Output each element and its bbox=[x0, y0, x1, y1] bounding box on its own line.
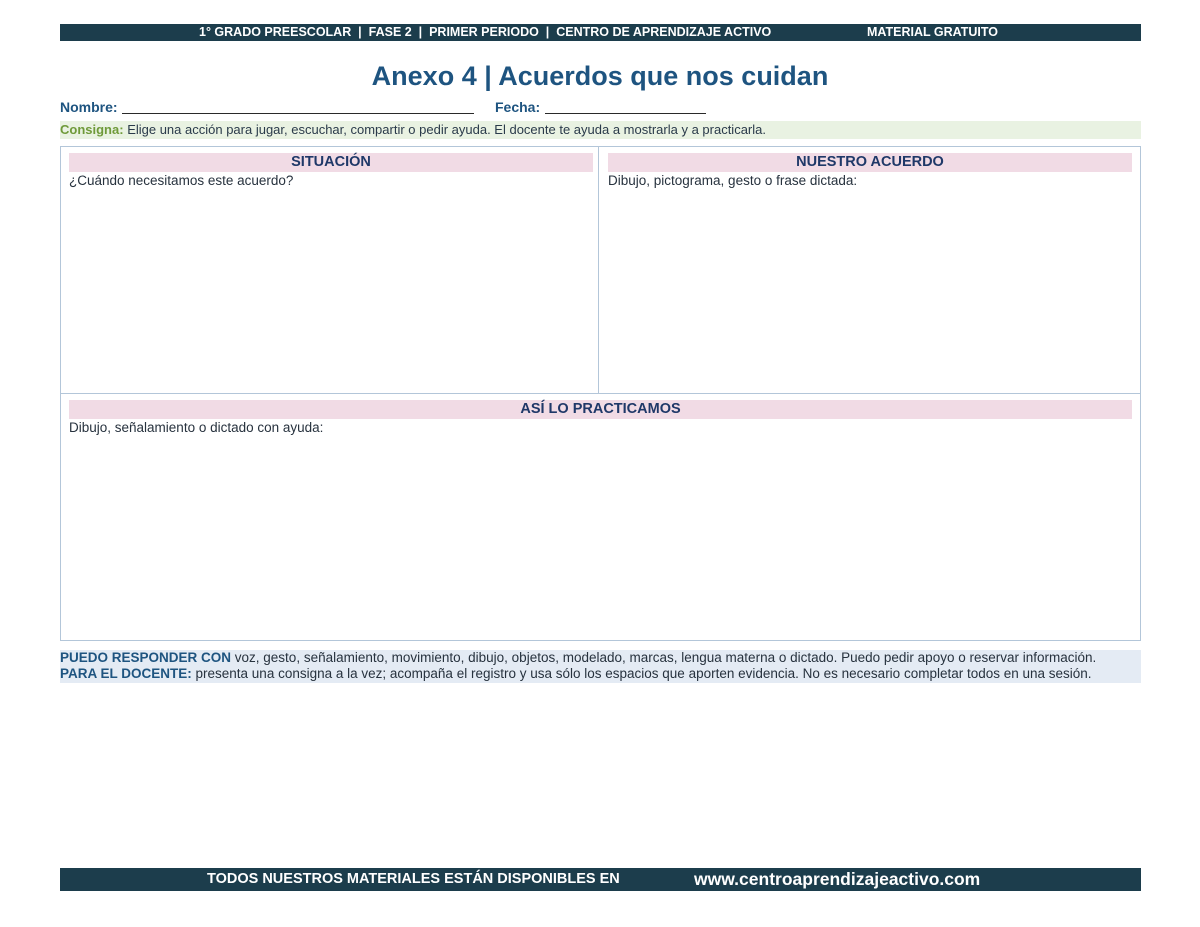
consigna-bar bbox=[60, 121, 1141, 139]
header-free-material-text: MATERIAL GRATUITO bbox=[867, 25, 999, 39]
footer-url-link[interactable]: www.centroaprendizajeactivo.com bbox=[694, 869, 981, 889]
acuerdo-prompt: Dibujo, pictograma, gesto o frase dictada: bbox=[608, 173, 858, 188]
teacher-note bbox=[60, 666, 1141, 682]
page-title: Anexo 4 | Acuerdos que nos cuidan bbox=[371, 61, 829, 91]
respond-label: PUEDO RESPONDER CON bbox=[60, 650, 232, 665]
situacion-prompt: ¿Cuándo necesitamos este acuerdo? bbox=[69, 173, 294, 188]
notes-panel bbox=[60, 650, 1141, 683]
footer-bar bbox=[60, 868, 1141, 891]
practica-prompt: Dibujo, señalamiento o dictado con ayuda: bbox=[69, 420, 324, 435]
date-label: Fecha: bbox=[495, 99, 541, 115]
date-field[interactable] bbox=[545, 99, 706, 117]
respond-text: voz, gesto, señalamiento, movimiento, dibujo, objetos, modelado, marcas, lengua materna o dictado. Puedo pedir apoyo o reservar información. bbox=[231, 650, 1097, 665]
consigna-label: Consigna: bbox=[60, 122, 124, 137]
acuerdo-box[interactable] bbox=[598, 146, 1141, 394]
practica-heading: ASÍ LO PRACTICAMOS bbox=[69, 400, 1132, 419]
situacion-box[interactable] bbox=[60, 146, 599, 394]
header-info-text: 1° GRADO PREESCOLAR | FASE 2 | PRIMER PERIODO | CENTRO DE APRENDIZAJE ACTIVO bbox=[199, 25, 772, 39]
practica-box[interactable] bbox=[60, 393, 1141, 641]
respond-note bbox=[60, 650, 1141, 666]
name-label: Nombre: bbox=[60, 99, 118, 115]
name-field[interactable] bbox=[122, 99, 474, 117]
header-bar bbox=[60, 24, 1141, 41]
footer-text: TODOS NUESTROS MATERIALES ESTÁN DISPONIBLES EN bbox=[207, 871, 620, 887]
situacion-heading: SITUACIÓN bbox=[69, 153, 593, 172]
teacher-label: PARA EL DOCENTE: bbox=[60, 666, 192, 681]
teacher-text: presenta una consigna a la vez; acompaña el registro y usa sólo los espacios que aporten evidencia. No es necesario completar todos en una sesión. bbox=[191, 666, 1092, 681]
consigna-text: Elige una acción para jugar, escuchar, compartir o pedir ayuda. El docente te ayuda a mostrarla y a practicarla. bbox=[127, 122, 766, 137]
acuerdo-heading: NUESTRO ACUERDO bbox=[608, 153, 1132, 172]
